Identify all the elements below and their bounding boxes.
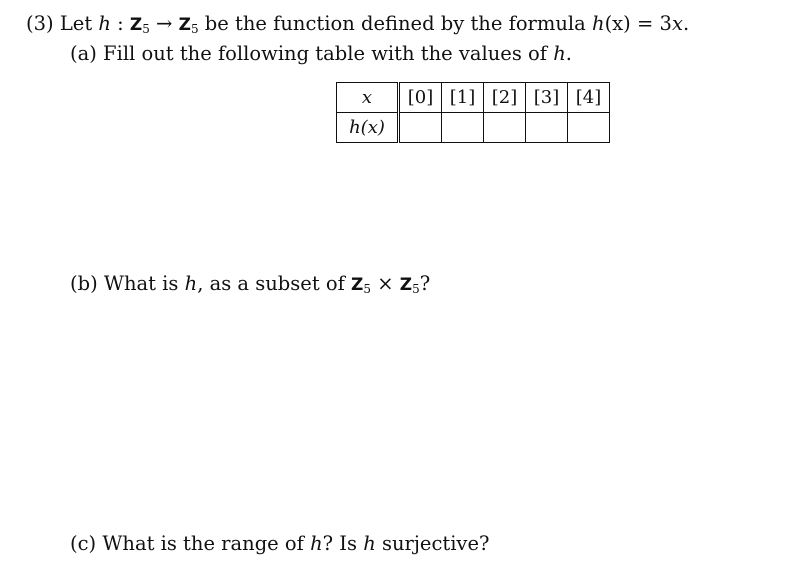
codomain-subscript: 5 <box>190 22 199 36</box>
formula-function: h <box>592 12 605 35</box>
table-column-3: [3] <box>526 83 568 113</box>
part-b-var: h <box>184 272 198 295</box>
problem-statement <box>26 12 689 37</box>
table-value-cell[interactable] <box>442 113 484 143</box>
problem-number: (3) <box>26 12 54 35</box>
part-c-var-2: h <box>363 532 376 555</box>
part-c-text-3: surjective? <box>375 532 490 555</box>
table-value-cell[interactable] <box>484 113 526 143</box>
table-value-row <box>337 113 610 143</box>
formula-variable: x <box>671 12 683 35</box>
values-table <box>336 82 610 143</box>
function-symbol: h <box>98 12 111 35</box>
part-a-label: (a) <box>70 42 97 65</box>
part-a-end: . <box>565 42 572 65</box>
formula-argument: (x) <box>604 12 631 35</box>
formula-equals: = 3 <box>630 12 672 35</box>
part-c-text-2: ? Is <box>322 532 364 555</box>
table-value-cell[interactable] <box>568 113 610 143</box>
table-value-cell[interactable] <box>526 113 568 143</box>
part-b-label: (b) <box>70 272 98 295</box>
table-value-cell[interactable] <box>399 113 442 143</box>
table-column-0: [0] <box>399 83 442 113</box>
part-b-set-1: Z <box>351 275 364 295</box>
colon: : <box>110 12 130 35</box>
part-a <box>70 42 572 66</box>
part-c <box>70 532 489 556</box>
domain-subscript: 5 <box>142 22 150 36</box>
formula-period: . <box>682 12 690 35</box>
part-c-var-1: h <box>310 532 323 555</box>
problem-intro: Let <box>59 12 93 35</box>
table-header-x: x <box>337 83 399 113</box>
table-column-1: [1] <box>442 83 484 113</box>
part-b-sub-2: 5 <box>412 282 420 296</box>
part-a-text: Fill out the following table with the values of <box>103 42 554 65</box>
part-b-middle: , as a subset of <box>197 272 352 295</box>
codomain-set: Z <box>178 15 191 35</box>
problem-middle-text: be the function defined by the formula <box>198 12 592 35</box>
part-b-sub-1: 5 <box>363 282 371 296</box>
table-header-row <box>337 83 610 113</box>
table-row-label: h(x) <box>337 113 399 143</box>
part-b-text: What is <box>103 272 185 295</box>
part-b <box>70 272 430 297</box>
part-a-var: h <box>553 42 566 65</box>
table-column-2: [2] <box>484 83 526 113</box>
arrow: → <box>149 12 179 35</box>
part-c-label: (c) <box>70 532 97 555</box>
part-b-set-2: Z <box>399 275 413 295</box>
part-c-text-1: What is the range of <box>102 532 311 555</box>
part-b-end: ? <box>419 272 431 295</box>
table-column-4: [4] <box>568 83 610 113</box>
part-b-times: × <box>371 272 400 295</box>
domain-set: Z <box>129 15 143 35</box>
